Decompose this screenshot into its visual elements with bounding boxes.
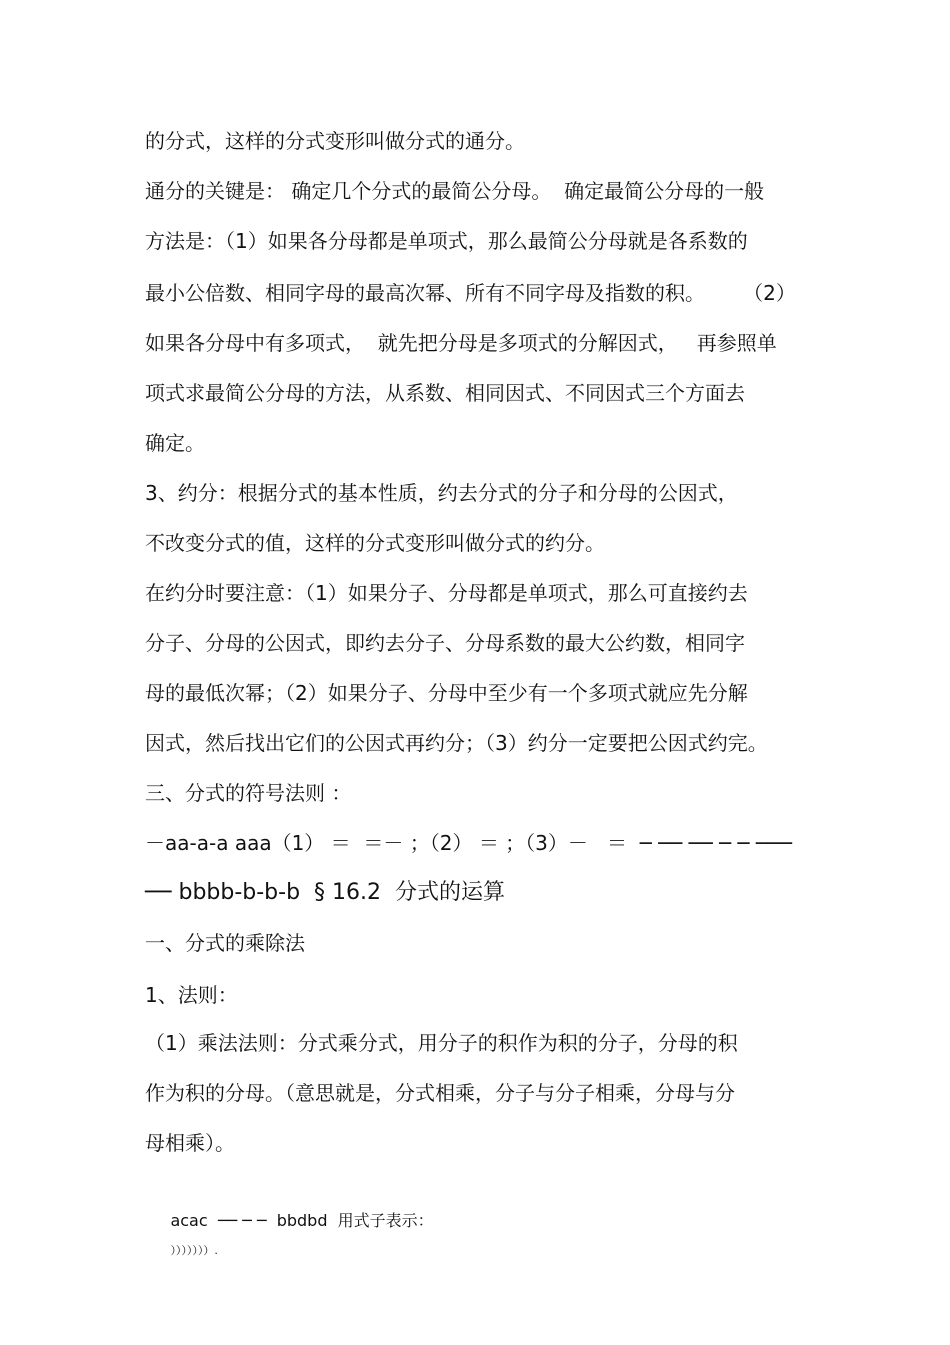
text-line-20: 作为积的分母。（意思就是，分式相乘，分子与分子相乘，分母与分 — [145, 1081, 735, 1105]
text-line-7: 确定。 — [145, 431, 205, 455]
text-line-9: 不改变分式的值，这样的分式变形叫做分式的约分。 — [145, 531, 605, 555]
formula-left: acac ── ─ ─ bbdbd 用式子表示： — [170, 1211, 434, 1230]
text-line-14: 三、分式的符号法则 ： — [145, 781, 352, 805]
text-line-11: 分子、分母的公因式，即约去分子、分母系数的最大公约数，相同字 — [145, 631, 745, 655]
text-line-1: 的分式，这样的分式变形叫做分式的通分。 — [145, 129, 525, 153]
text-line-12: 母的最低次幂；（2）如果分子、分母中至少有一个多项式就应先分解 — [145, 681, 748, 705]
text-line-10: 在约分时要注意：（1）如果分子、分母都是单项式，那么可直接约去 — [145, 581, 748, 605]
text-line-3: 方法是：（1）如果各分母都是单项式，那么最简公分母就是各系数的 — [145, 229, 748, 253]
text-line-8: 3、约分：根据分式的基本性质，约去分式的分子和分母的公因式， — [145, 481, 738, 505]
text-line-15: －aa-a-a aaa（1） ＝ ＝－ ；（2） ＝ ；（3）－ ＝ ─ ── ── ─ ─ ─── — [145, 831, 792, 855]
text-line-19: （1）乘法法则：分式乘分式，用分子的积作为积的分子，分母的积 — [145, 1031, 738, 1055]
text-line-17: 一、分式的乘除法 — [145, 931, 305, 955]
formula-right: ）））））））. — [170, 1244, 218, 1257]
text-line-16: ── bbbb-b-b-b § 16.2 分式的运算 — [145, 880, 506, 905]
text-line-21: 母相乘）。 — [145, 1131, 235, 1155]
text-line-4: 最小公倍数、相同字母的最高次幂、所有不同字母及指数的积。 （2） — [145, 281, 796, 305]
text-line-2: 通分的关键是： 确定几个分式的最简公分母。 确定最简公分母的一般 — [145, 179, 765, 203]
formula-line — [145, 1180, 434, 1290]
text-line-13: 因式，然后找出它们的公因式再约分；（3）约分一定要把公因式约完。 — [145, 731, 768, 755]
text-line-5: 如果各分母中有多项式， 就先把分母是多项式的分解因式， 再参照单 — [145, 331, 777, 355]
text-line-6: 项式求最简公分母的方法，从系数、相同因式、不同因式三个方面去 — [145, 381, 745, 405]
text-line-18: 1、法则： — [145, 983, 238, 1007]
